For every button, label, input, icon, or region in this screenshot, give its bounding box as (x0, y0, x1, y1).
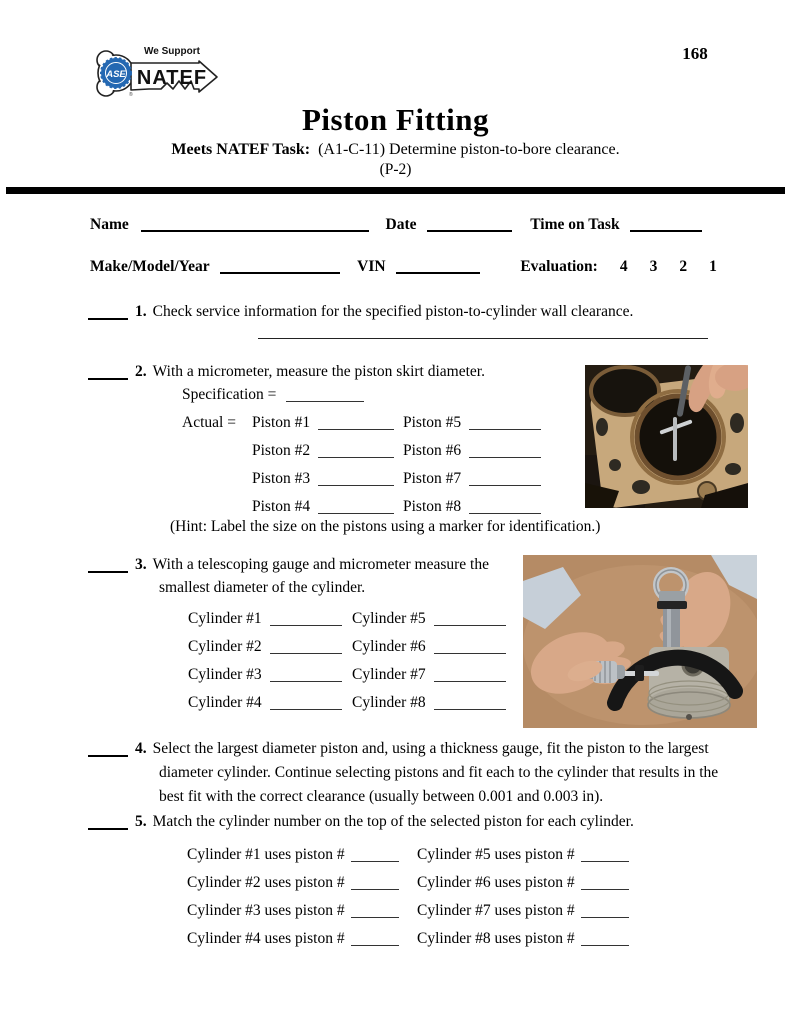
cyl3-uses-input-line[interactable] (351, 905, 399, 918)
piston-7-label: Piston #7 (403, 470, 462, 487)
piston-3-input-line[interactable] (318, 473, 394, 486)
cyl6-uses-label: Cylinder #6 uses piston # (417, 874, 575, 891)
piston-8-label: Piston #8 (403, 498, 462, 515)
cylinder-4-label: Cylinder #4 (188, 694, 262, 711)
task2-text: 2. With a micrometer, measure the piston skirt diameter. (135, 363, 485, 380)
cyl8-uses-input-line[interactable] (581, 933, 629, 946)
cyl2-uses-label: Cylinder #2 uses piston # (187, 874, 345, 891)
piston-2-label: Piston #2 (252, 442, 311, 459)
cylinder-8-input-line[interactable] (434, 697, 506, 710)
cylinder-bore-gauge-photo (585, 365, 748, 508)
name-input-line[interactable] (141, 218, 369, 232)
task2-number: 2. (135, 363, 147, 380)
uses-piston-col-left (187, 846, 399, 958)
rating-2[interactable]: 2 (679, 258, 688, 275)
cylinder-6-label: Cylinder #6 (352, 638, 426, 655)
rating-1[interactable]: 1 (709, 258, 717, 275)
task2-hint: (Hint: Label the size on the pistons using a marker for identification.) (170, 518, 601, 535)
info-row-2 (90, 258, 717, 276)
task1-check-line[interactable] (88, 303, 128, 320)
task1-answer-line[interactable] (258, 338, 708, 339)
cylinder-7-input-line[interactable] (434, 669, 506, 682)
piston-6-label: Piston #6 (403, 442, 462, 459)
task3-text: 3. With a telescoping gauge and micrometer measure the smallest diameter of the cylinder. (135, 556, 489, 596)
cyl2-uses-input-line[interactable] (351, 877, 399, 890)
cylinder-2-input-line[interactable] (270, 641, 342, 654)
date-label: Date (385, 216, 417, 233)
cyl4-uses-input-line[interactable] (351, 933, 399, 946)
name-label: Name (90, 216, 129, 233)
task5-text: 5. Match the cylinder number on the top of the selected piston for each cylinder. (135, 813, 634, 830)
cylinder-col-left (188, 610, 342, 722)
piston-1-label: Piston #1 (252, 414, 311, 431)
page-title: Piston Fitting (302, 102, 489, 137)
rating-4[interactable]: 4 (619, 258, 628, 275)
info-row-1 (90, 216, 702, 234)
cylinder-8-label: Cylinder #8 (352, 694, 426, 711)
cylinder-3-input-line[interactable] (270, 669, 342, 682)
task2-check-line[interactable] (88, 363, 128, 380)
logo-natef-text: NATEF (136, 67, 208, 89)
piston-5-input-line[interactable] (469, 417, 541, 430)
uses-piston-col-right (417, 846, 629, 958)
piston-1-input-line[interactable] (318, 417, 394, 430)
cylinder-7-label: Cylinder #7 (352, 666, 426, 683)
cyl1-uses-label: Cylinder #1 uses piston # (187, 846, 345, 863)
cyl1-uses-input-line[interactable] (351, 849, 399, 862)
piston-3-label: Piston #3 (252, 470, 311, 487)
divider-rule (6, 187, 785, 194)
task-label: Meets NATEF Task: (171, 141, 311, 158)
piston-micrometer-photo (523, 555, 757, 728)
piston-8-input-line[interactable] (469, 501, 541, 514)
piston-5-label: Piston #5 (403, 414, 462, 431)
time-on-task-input-line[interactable] (630, 218, 702, 232)
piston-7-input-line[interactable] (469, 473, 541, 486)
cylinder-5-input-line[interactable] (434, 613, 506, 626)
piston-col-left (252, 414, 394, 526)
priority-code: (P-2) (379, 161, 412, 178)
task5-number: 5. (135, 813, 147, 830)
evaluation-label: Evaluation: (520, 258, 598, 275)
piston-6-input-line[interactable] (469, 445, 541, 458)
cylinder-4-input-line[interactable] (270, 697, 342, 710)
cylinder-2-label: Cylinder #2 (188, 638, 262, 655)
cyl3-uses-label: Cylinder #3 uses piston # (187, 902, 345, 919)
rating-3[interactable]: 3 (649, 258, 658, 275)
task1-number: 1. (135, 303, 147, 320)
evaluation-group (520, 258, 717, 275)
task2-spec-row (182, 386, 364, 404)
natef-logo (93, 37, 228, 110)
cylinder-col-right (352, 610, 506, 722)
task4-number: 4. (135, 740, 147, 757)
cyl5-uses-input-line[interactable] (581, 849, 629, 862)
cyl7-uses-input-line[interactable] (581, 905, 629, 918)
task1-text: 1. Check service information for the specified piston-to-cylinder wall clearance. (135, 303, 634, 320)
task5-check-line[interactable] (88, 813, 128, 830)
time-on-task-label: Time on Task (530, 216, 620, 233)
spec-input-line[interactable] (286, 389, 364, 402)
date-input-line[interactable] (427, 218, 512, 232)
cyl4-uses-label: Cylinder #4 uses piston # (187, 930, 345, 947)
logo-support-text: We Support (144, 46, 200, 57)
piston-4-label: Piston #4 (252, 498, 311, 515)
cylinder-6-input-line[interactable] (434, 641, 506, 654)
task3-check-line[interactable] (88, 556, 128, 573)
natef-task-line (0, 141, 791, 159)
cylinder-1-input-line[interactable] (270, 613, 342, 626)
ase-text: ASE (106, 69, 126, 80)
task4-check-line[interactable] (88, 740, 128, 757)
piston-2-input-line[interactable] (318, 445, 394, 458)
piston-4-input-line[interactable] (318, 501, 394, 514)
vin-input-line[interactable] (396, 260, 480, 274)
cylinder-3-label: Cylinder #3 (188, 666, 262, 683)
task4-text: 4. Select the largest diameter piston and, using a thickness gauge, fit the piston to the largest diameter cylinder. Continue selecting pistons and fit each to the cylinder that results in the best fit with the correct clearance (usually between 0.001 and 0.003 in). (135, 740, 719, 805)
svg-text:®: ® (129, 92, 133, 98)
spec-label: Specification = (182, 386, 277, 403)
cylinder-5-label: Cylinder #5 (352, 610, 426, 627)
cyl6-uses-input-line[interactable] (581, 877, 629, 890)
make-model-year-input-line[interactable] (220, 260, 340, 274)
cylinder-1-label: Cylinder #1 (188, 610, 262, 627)
cyl5-uses-label: Cylinder #5 uses piston # (417, 846, 575, 863)
page-number: 168 (682, 44, 708, 63)
make-model-year-label: Make/Model/Year (90, 258, 210, 275)
cyl8-uses-label: Cylinder #8 uses piston # (417, 930, 575, 947)
vin-label: VIN (357, 258, 386, 275)
piston-col-right (403, 414, 541, 526)
task-desc: (A1-C-11) Determine piston-to-bore clearance. (318, 141, 620, 158)
cyl7-uses-label: Cylinder #7 uses piston # (417, 902, 575, 919)
natef-key-icon (93, 37, 228, 105)
task3-number: 3. (135, 556, 147, 573)
actual-label: Actual = (182, 414, 236, 431)
